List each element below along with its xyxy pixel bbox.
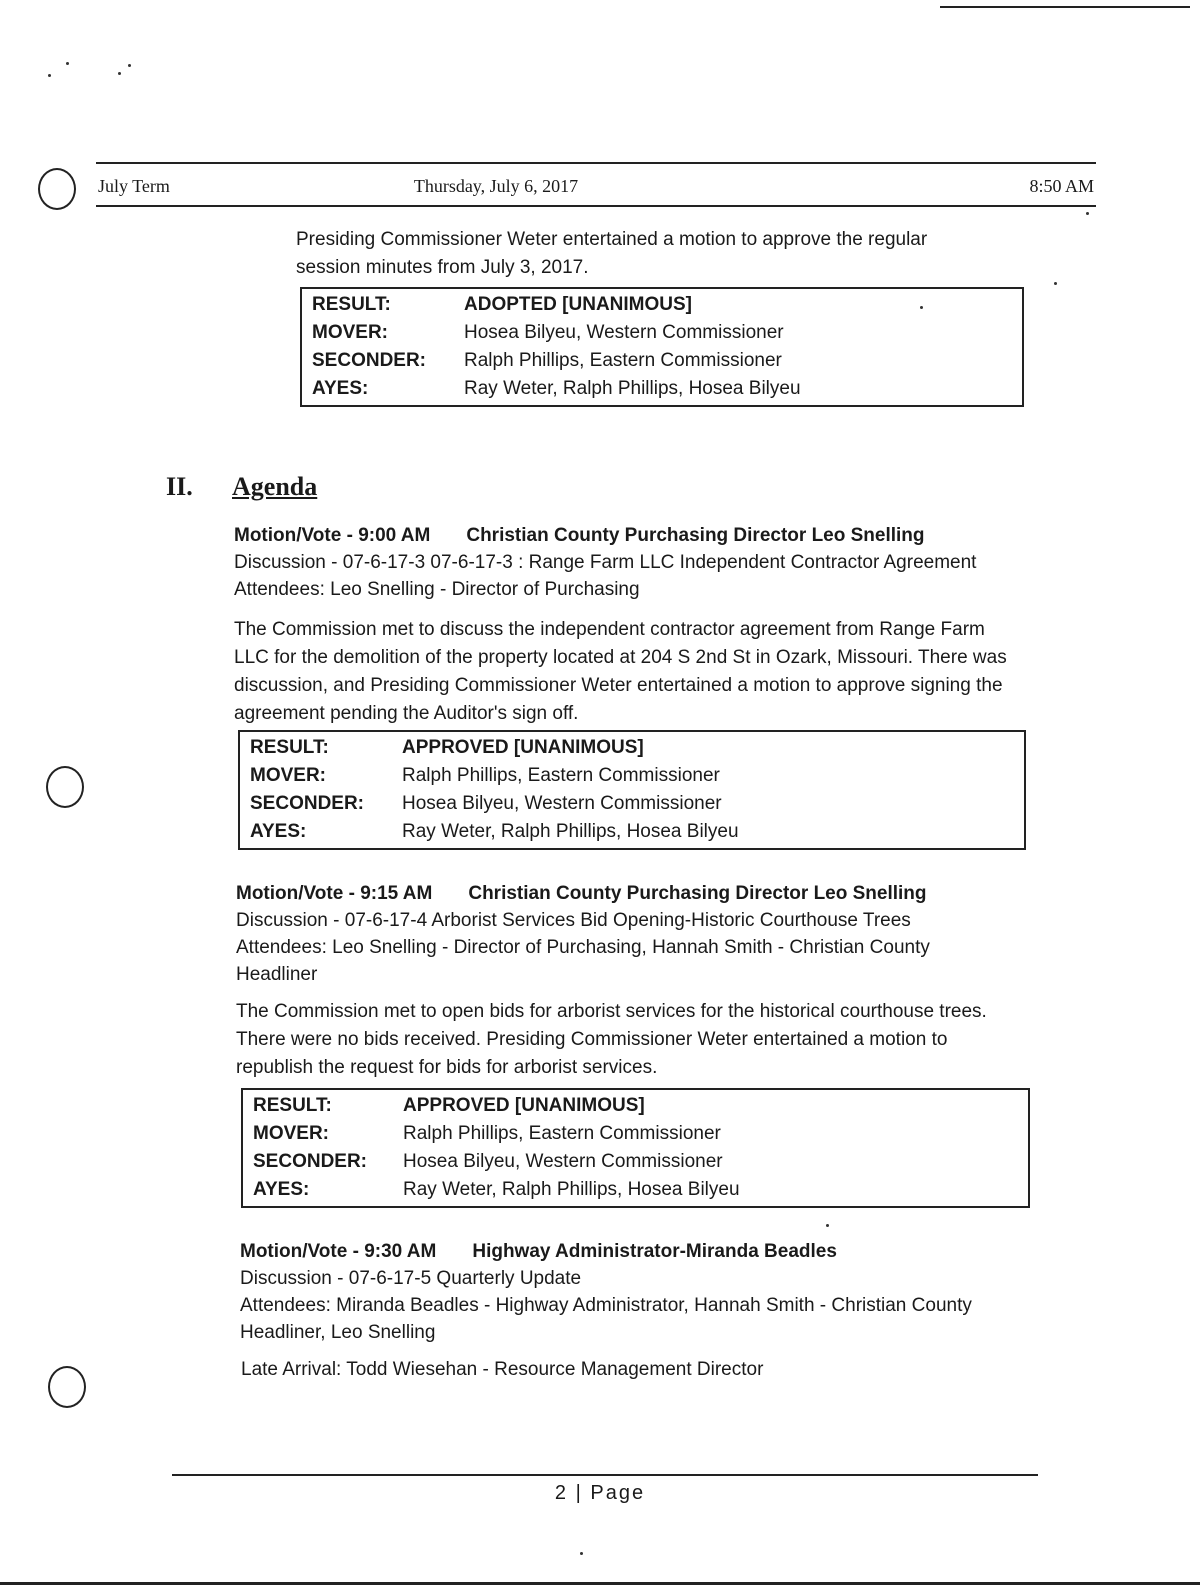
footer-rule bbox=[172, 1474, 1038, 1476]
scan-speck bbox=[826, 1224, 829, 1227]
ayes-value: Ray Weter, Ralph Phillips, Hosea Bilyeu bbox=[402, 821, 739, 842]
late-arrival-line: Late Arrival: Todd Wiesehan - Resource Management Director bbox=[241, 1359, 764, 1380]
header-rule bbox=[96, 162, 1096, 164]
scan-edge-line bbox=[940, 6, 1190, 8]
seconder-value: Ralph Phillips, Eastern Commissioner bbox=[464, 350, 782, 371]
seconder-label: SECONDER: bbox=[253, 1151, 368, 1172]
scan-speck bbox=[48, 74, 51, 77]
punch-hole bbox=[46, 766, 84, 808]
mover-value: Hosea Bilyeu, Western Commissioner bbox=[464, 322, 784, 343]
term-label: July Term bbox=[98, 176, 170, 196]
agenda-body: The Commission met to open bids for arborist services for the historical courthouse trees. There were no bids received. Presiding Commissioner Weter entertained a motion to republish the request for bids for arborist services. bbox=[236, 1001, 987, 1078]
motion-time: 9:30 AM bbox=[364, 1241, 437, 1262]
punch-hole bbox=[38, 168, 76, 210]
motion-time: 9:15 AM bbox=[360, 883, 433, 904]
mover-value: Ralph Phillips, Eastern Commissioner bbox=[402, 765, 720, 786]
attendees-line: Attendees: Miranda Beadles - Highway Administrator, Hannah Smith - Christian County Headliner, Leo Snelling bbox=[240, 1295, 972, 1343]
intro-paragraph: Presiding Commissioner Weter entertained a motion to approve the regular session minutes from July 3, 2017. bbox=[296, 229, 928, 278]
scan-edge-line bbox=[0, 1582, 1200, 1585]
motion-label: Motion/Vote - bbox=[236, 883, 355, 904]
scan-speck bbox=[118, 72, 121, 75]
agenda-item bbox=[236, 880, 1026, 988]
agenda-body: The Commission met to discuss the independent contractor agreement from Range Farm LLC for the demolition of the property located at 204 S 2nd St in Ozark, Missouri. There was discussion, and Presiding Commissioner Weter entertained a motion to approve signing the agreement pending the Auditor's sign off. bbox=[234, 619, 1007, 724]
ayes-value: Ray Weter, Ralph Phillips, Hosea Bilyeu bbox=[464, 378, 801, 399]
scan-speck bbox=[1086, 212, 1089, 215]
motion-heading: Christian County Purchasing Director Leo Snelling bbox=[466, 525, 925, 546]
discussion-line: Discussion - 07-6-17-3 07-6-17-3 : Range Farm LLC Independent Contractor Agreement bbox=[234, 552, 977, 573]
result-value: ADOPTED [UNANIMOUS] bbox=[464, 294, 692, 315]
motion-heading: Christian County Purchasing Director Leo Snelling bbox=[468, 883, 927, 904]
motion-label: Motion/Vote - bbox=[234, 525, 353, 546]
seconder-value: Hosea Bilyeu, Western Commissioner bbox=[402, 793, 722, 814]
scan-speck bbox=[1054, 282, 1057, 285]
mover-label: MOVER: bbox=[312, 322, 388, 343]
ayes-value: Ray Weter, Ralph Phillips, Hosea Bilyeu bbox=[403, 1179, 740, 1200]
attendees-line: Attendees: Leo Snelling - Director of Purchasing, Hannah Smith - Christian County Headliner bbox=[236, 937, 930, 985]
scan-speck bbox=[66, 62, 69, 65]
result-label: RESULT: bbox=[250, 737, 329, 758]
page-number: 2 | Page bbox=[554, 1482, 646, 1504]
result-label: RESULT: bbox=[312, 294, 391, 315]
section-title: Agenda bbox=[232, 472, 318, 501]
agenda-item bbox=[240, 1238, 1040, 1346]
meeting-time: 8:50 AM bbox=[1029, 176, 1094, 196]
vote-box bbox=[238, 730, 1026, 850]
result-value: APPROVED [UNANIMOUS] bbox=[402, 737, 644, 758]
mover-value: Ralph Phillips, Eastern Commissioner bbox=[403, 1123, 721, 1144]
scan-speck bbox=[580, 1552, 583, 1555]
seconder-value: Hosea Bilyeu, Western Commissioner bbox=[403, 1151, 723, 1172]
mover-label: MOVER: bbox=[250, 765, 326, 786]
ayes-label: AYES: bbox=[250, 821, 307, 842]
motion-label: Motion/Vote - bbox=[240, 1241, 359, 1262]
scan-speck bbox=[128, 64, 131, 67]
vote-box bbox=[241, 1088, 1030, 1208]
section-number: II. bbox=[166, 472, 193, 501]
ayes-label: AYES: bbox=[312, 378, 369, 399]
result-value: APPROVED [UNANIMOUS] bbox=[403, 1095, 645, 1116]
section-heading bbox=[166, 472, 317, 502]
header-rule bbox=[96, 205, 1096, 207]
punch-hole bbox=[48, 1366, 86, 1408]
attendees-line: Attendees: Leo Snelling - Director of Purchasing bbox=[234, 579, 640, 600]
result-label: RESULT: bbox=[253, 1095, 332, 1116]
ayes-label: AYES: bbox=[253, 1179, 310, 1200]
seconder-label: SECONDER: bbox=[250, 793, 365, 814]
motion-time: 9:00 AM bbox=[358, 525, 431, 546]
agenda-item bbox=[234, 522, 1034, 603]
meeting-date: Thursday, July 6, 2017 bbox=[413, 176, 579, 196]
mover-label: MOVER: bbox=[253, 1123, 329, 1144]
discussion-line: Discussion - 07-6-17-5 Quarterly Update bbox=[240, 1268, 582, 1289]
vote-box bbox=[300, 287, 1024, 407]
motion-heading: Highway Administrator-Miranda Beadles bbox=[472, 1241, 837, 1262]
discussion-line: Discussion - 07-6-17-4 Arborist Services Bid Opening-Historic Courthouse Trees bbox=[236, 910, 911, 931]
seconder-label: SECONDER: bbox=[312, 350, 427, 371]
